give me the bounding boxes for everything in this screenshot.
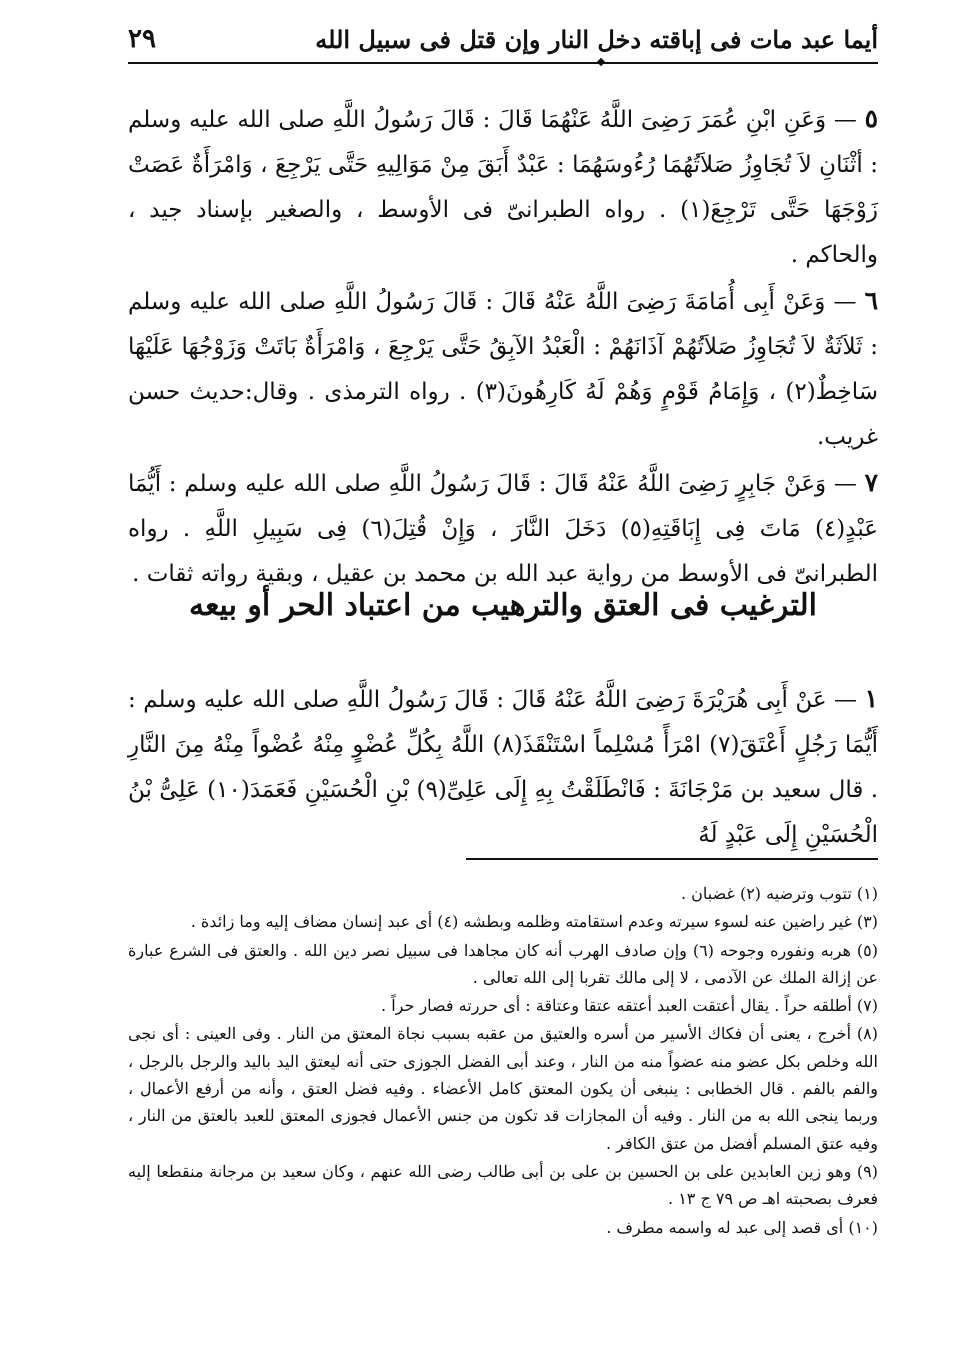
hadith-block-top bbox=[128, 96, 878, 597]
page-number: ٢٩ bbox=[128, 24, 156, 54]
hadith-text: — وَعَنْ أَبِى أُمَامَةَ رَضِىَ اللَّهُ عَنْهُ قَالَ : قَالَ رَسُولُ اللَّهِ صلى الله عليه وسلم : ثَلاَثَةٌ لاَ تُجَاوِزُ صَلاَتُهُمْ آذَانَهُمْ : الْعَبْدُ الآبِقُ حَتَّى يَرْجِعَ ، وَامْرَأَةٌ بَاتَتْ وَزَوْجُهَا عَلَيْهَا سَاخِطٌ(٢) ، وَإِمَامُ قَوْمٍ وَهُمْ لَهُ كَارِهُونَ(٣) . رواه الترمذى . وقال:حديث حسن غريب. bbox=[128, 289, 878, 450]
footnote: (٣) غير راضين عنه لسوء سيرته وعدم استقامته وظلمه وبطشه (٤) أى عبد إنسان مضاف إليه وما زائدة . bbox=[190, 912, 878, 932]
hadith-number: ٦ bbox=[864, 286, 878, 315]
hadith-1 bbox=[128, 676, 878, 858]
hadith-5 bbox=[128, 96, 878, 278]
footnote: (٧) أطلقه حراً . يقال أعتقت العبد أعتقه عتقا وعتاقة : أى حررته فصار حراً . bbox=[381, 996, 878, 1016]
hadith-number: ١ bbox=[864, 684, 878, 713]
footnote: (٩) وهو زين العابدين على بن الحسين بن على بن أبى طالب رضى الله عنهم ، وكان سعيد بن مرجانة منقطعا إليه فعرف بصحبته اهـ ص ٧٩ ج ١٣ . bbox=[128, 1161, 879, 1209]
hadith-6 bbox=[128, 278, 878, 460]
footnote: (٨) أخرج ، يعنى أن فكاك الأسير من أسره والعتيق من عقبه بسبب نجاة المعتق من النار . وفى العينى : أى نجى الله وخلص بكل عضو منه عضواً منه من النار ، وعند أبى الفضل الجوزى حتى أنه ليعتق اليد باليد والرجل بالرجل ، والفم بالفم . قال الخطابى : ينبغى أن يكون المعتق كامل الأعضاء . وفيه فضل العتق ، وأنه من أرفع الأعمال ، وربما ينجى الله به من النار . وفيه أن المجازات قد تكون من جنس الأعمال فجوزى المعتق للعبد بالعتق من النار ، وفيه عتق المسلم أفضل من عتق الكافر . bbox=[128, 1024, 879, 1153]
footnote: (١) تتوب وترضيه (٢) غضبان . bbox=[681, 884, 878, 903]
hadith-number: ٧ bbox=[864, 468, 878, 497]
section-title: الترغيب فى العتق والترهيب من اعتباد الحر أو بيعه bbox=[188, 588, 818, 623]
footnotes bbox=[128, 880, 878, 1242]
hadith-text: — عَنْ أَبِى هُرَيْرَةَ رَضِىَ اللَّهُ عَنْهُ قَالَ : قَالَ رَسُولُ اللَّهِ صلى الله عليه وسلم : أَيُّمَا رَجُلٍ أَعْتَقَ(٧) امْرَأً مُسْلِماً اسْتَنْقَذَ(٨) اللَّهُ بِكُلِّ عُضْوٍ مِنْهُ عُضْواً مِنْهُ مِنَ النَّارِ . قال سعيد بن مَرْجَانَةَ : فَانْطَلَقْتُ بِهِ إِلَى عَلِىِّ(٩) بْنِ الْحُسَيْنِ فَعَمَدَ(١٠) عَلِىُّ بْنُ الْحُسَيْنِ إِلَى عَبْدٍ لَهُ bbox=[128, 687, 879, 848]
page-header bbox=[128, 18, 878, 60]
footnote: (٥) هربه ونفوره وجوحه (٦) وإن صادف الهرب أنه كان مجاهدا فى سبيل نصر دين الله . والعتق فى الشرع عبارة عن إزالة الملك عن الآدمى ، لا إلى مالك تقربا إلى الله تعالى . bbox=[128, 940, 879, 987]
hadith-text: — وَعَنْ جَابِرٍ رَضِىَ اللَّهُ عَنْهُ قَالَ : قَالَ رَسُولُ اللَّهِ صلى الله عليه وسلم : أَيُّمَا عَبْدٍ(٤) مَاتَ فِى إِبَاقَتِهِ(٥) دَخَلَ النَّارَ ، وَإِنْ قُتِلَ(٦) فِى سَبِيلِ اللَّهِ . رواه الطبرانىّ فى الأوسط من رواية عبد الله بن محمد بن عقيل ، وبقية رواته ثقات . bbox=[128, 471, 879, 587]
footnote-divider bbox=[466, 858, 878, 860]
footnote: (١٠) أى قصد إلى عبد له واسمه مطرف . bbox=[606, 1217, 878, 1237]
hadith-text: — وَعَنِ ابْنِ عُمَرَ رَضِىَ اللَّهُ عَنْهُمَا قَالَ : قَالَ رَسُولُ اللَّهِ صلى الله عليه وسلم : أثْنَانِ لاَ تُجَاوِزُ صَلاَتُهُمَا رُءُوسَهُمَا : عَبْدٌ أَبَقَ مِنْ مَوَالِيهِ حَتَّى يَرْجِعَ ، وَامْرَأَةٌ عَصَتْ زَوْجَهَا حَتَّى تَرْجِعَ(١) . رواه الطبرانىّ فى الأوسط ، والصغير بإسناد جيد ، والحاكم . bbox=[128, 107, 879, 268]
running-title: أيما عبد مات فى إباقته دخل النار وإن قتل فى سبيل الله bbox=[315, 24, 878, 54]
hadith-number: ٥ bbox=[864, 104, 878, 133]
header-divider bbox=[128, 62, 878, 64]
hadith-block-bottom bbox=[128, 676, 878, 858]
hadith-7 bbox=[128, 460, 878, 597]
